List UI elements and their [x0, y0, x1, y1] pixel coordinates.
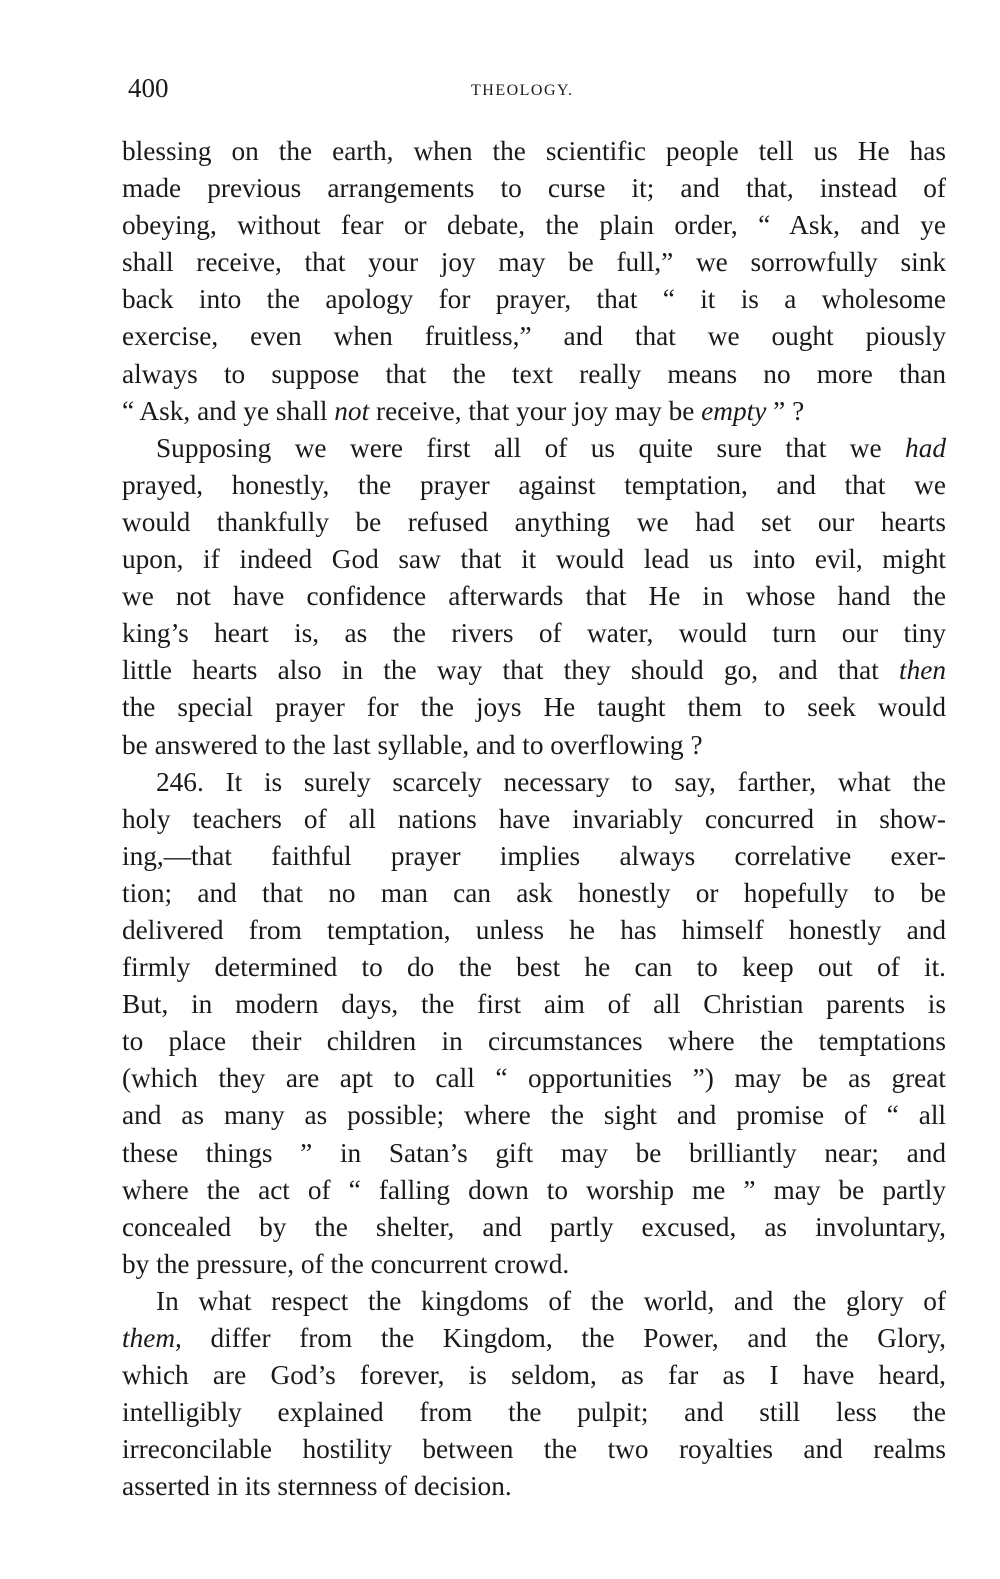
text-line	[122, 504, 946, 541]
text-run: by the pressure, of the concurrent crowd.	[122, 1248, 570, 1279]
text-line	[122, 1320, 946, 1357]
text-line	[122, 430, 946, 467]
text-line	[122, 689, 946, 726]
text-run: differ from the Kingdom, the Power, and the Glory,	[181, 1323, 946, 1353]
text-run: prayed, honestly, the prayer against temptation, and that we	[122, 469, 946, 500]
text-line	[122, 578, 946, 615]
text-run: and as many as possible; where the sight and promise of “ all	[122, 1100, 946, 1131]
text-line	[122, 541, 946, 578]
text-line	[122, 467, 946, 504]
running-title: THEOLOGY.	[471, 82, 574, 99]
text-line	[122, 838, 946, 875]
text-run: back into the apology for prayer, that “ it is a wholesome	[122, 284, 946, 315]
text-run: In what respect the kingdoms of the world, and the glory of	[156, 1285, 946, 1316]
text-line	[122, 764, 946, 801]
paragraph	[122, 1283, 946, 1506]
text-line	[122, 986, 946, 1023]
text-line	[122, 356, 946, 393]
text-run: would thankfully be refused anything we had set our hearts	[122, 506, 946, 537]
text-line	[122, 1135, 946, 1172]
text-line	[122, 244, 946, 281]
text-line	[122, 1172, 946, 1209]
italic-text: had	[905, 432, 946, 463]
text-run: concealed by the shelter, and partly excused, as involuntary,	[122, 1211, 946, 1242]
text-run: exercise, even when fruitless,” and that we ought piously	[122, 321, 946, 352]
text-line	[122, 727, 946, 764]
text-line	[122, 875, 946, 912]
text-line	[122, 912, 946, 949]
text-line	[122, 1283, 946, 1320]
text-run: upon, if indeed God saw that it would lead us into evil, might	[122, 544, 946, 575]
text-line	[122, 949, 946, 986]
text-run: But, in modern days, the first aim of all Christian parents is	[122, 989, 946, 1020]
text-line	[122, 801, 946, 838]
text-line	[122, 1394, 946, 1431]
text-line	[122, 652, 946, 689]
text-line	[122, 1023, 946, 1060]
italic-text: them,	[122, 1323, 182, 1353]
text-line	[122, 1097, 946, 1134]
text-run: 246. It is surely scarcely necessary to say, farther, what the	[156, 766, 946, 797]
paragraph	[122, 430, 946, 764]
running-head	[128, 70, 948, 110]
italic-text: not	[334, 395, 370, 426]
text-run: be answered to the last syllable, and to overflowing ?	[122, 729, 703, 760]
text-run: always to suppose that the text really means no more than	[122, 358, 946, 389]
text-run: ” ?	[766, 395, 805, 426]
text-run: intelligibly explained from the pulpit; and still less the	[122, 1397, 946, 1428]
text-line	[122, 615, 946, 652]
text-run: tion; and that no man can ask honestly or hopefully to be	[122, 877, 946, 908]
text-line	[122, 170, 946, 207]
text-line	[122, 1060, 946, 1097]
text-line	[122, 1357, 946, 1394]
text-run: made previous arrangements to curse it; and that, instead of	[122, 173, 946, 204]
text-run: “ Ask, and ye shall	[122, 395, 335, 426]
paragraph	[122, 764, 946, 1283]
text-run: we not have confidence afterwards that He in whose hand the	[122, 581, 946, 612]
text-run: king’s heart is, as the rivers of water, would turn our tiny	[122, 618, 946, 649]
text-run: shall receive, that your joy may be full,” we sorrowfully sink	[122, 247, 946, 278]
italic-text: then	[899, 655, 946, 686]
text-run: receive, that your joy may be	[369, 395, 702, 426]
text-line	[122, 1209, 946, 1246]
text-line	[122, 133, 946, 170]
text-run: irreconcilable hostility between the two royalties and realms	[122, 1434, 946, 1465]
paragraph	[122, 133, 946, 430]
text-run: (which they are apt to call “ opportunities ”) may be as great	[122, 1063, 946, 1094]
text-run: these things ” in Satan’s gift may be brilliantly near; and	[122, 1137, 946, 1168]
text-run: where the act of “ falling down to worship me ” may be partly	[122, 1174, 946, 1205]
text-run: firmly determined to do the best he can to keep out of it.	[122, 952, 946, 983]
text-run: which are God’s forever, is seldom, as far as I have heard,	[122, 1360, 946, 1391]
text-line	[122, 393, 946, 430]
text-run: Supposing we were first all of us quite sure that we	[156, 432, 906, 463]
text-run: obeying, without fear or debate, the plain order, “ Ask, and ye	[122, 210, 946, 241]
text-run: blessing on the earth, when the scientific people tell us He has	[122, 136, 946, 166]
text-run: holy teachers of all nations have invariably concurred in show-	[122, 803, 946, 834]
text-run: to place their children in circumstances where the temptations	[122, 1026, 946, 1057]
italic-text: empty	[701, 395, 767, 426]
text-run: ing,—that faithful prayer implies always correlative exer-	[122, 840, 946, 871]
text-run: the special prayer for the joys He taught them to seek would	[122, 692, 946, 723]
text-line	[122, 318, 946, 355]
page-number: 400	[128, 73, 169, 103]
text-line	[122, 1246, 946, 1283]
text-run: asserted in its sternness of decision.	[122, 1471, 512, 1502]
text-run: little hearts also in the way that they should go, and that	[122, 655, 899, 686]
text-line	[122, 1431, 946, 1468]
body-text	[122, 133, 946, 1505]
text-line	[122, 281, 946, 318]
text-run: delivered from temptation, unless he has himself honestly and	[122, 914, 946, 945]
text-line	[122, 1468, 946, 1505]
text-line	[122, 207, 946, 244]
